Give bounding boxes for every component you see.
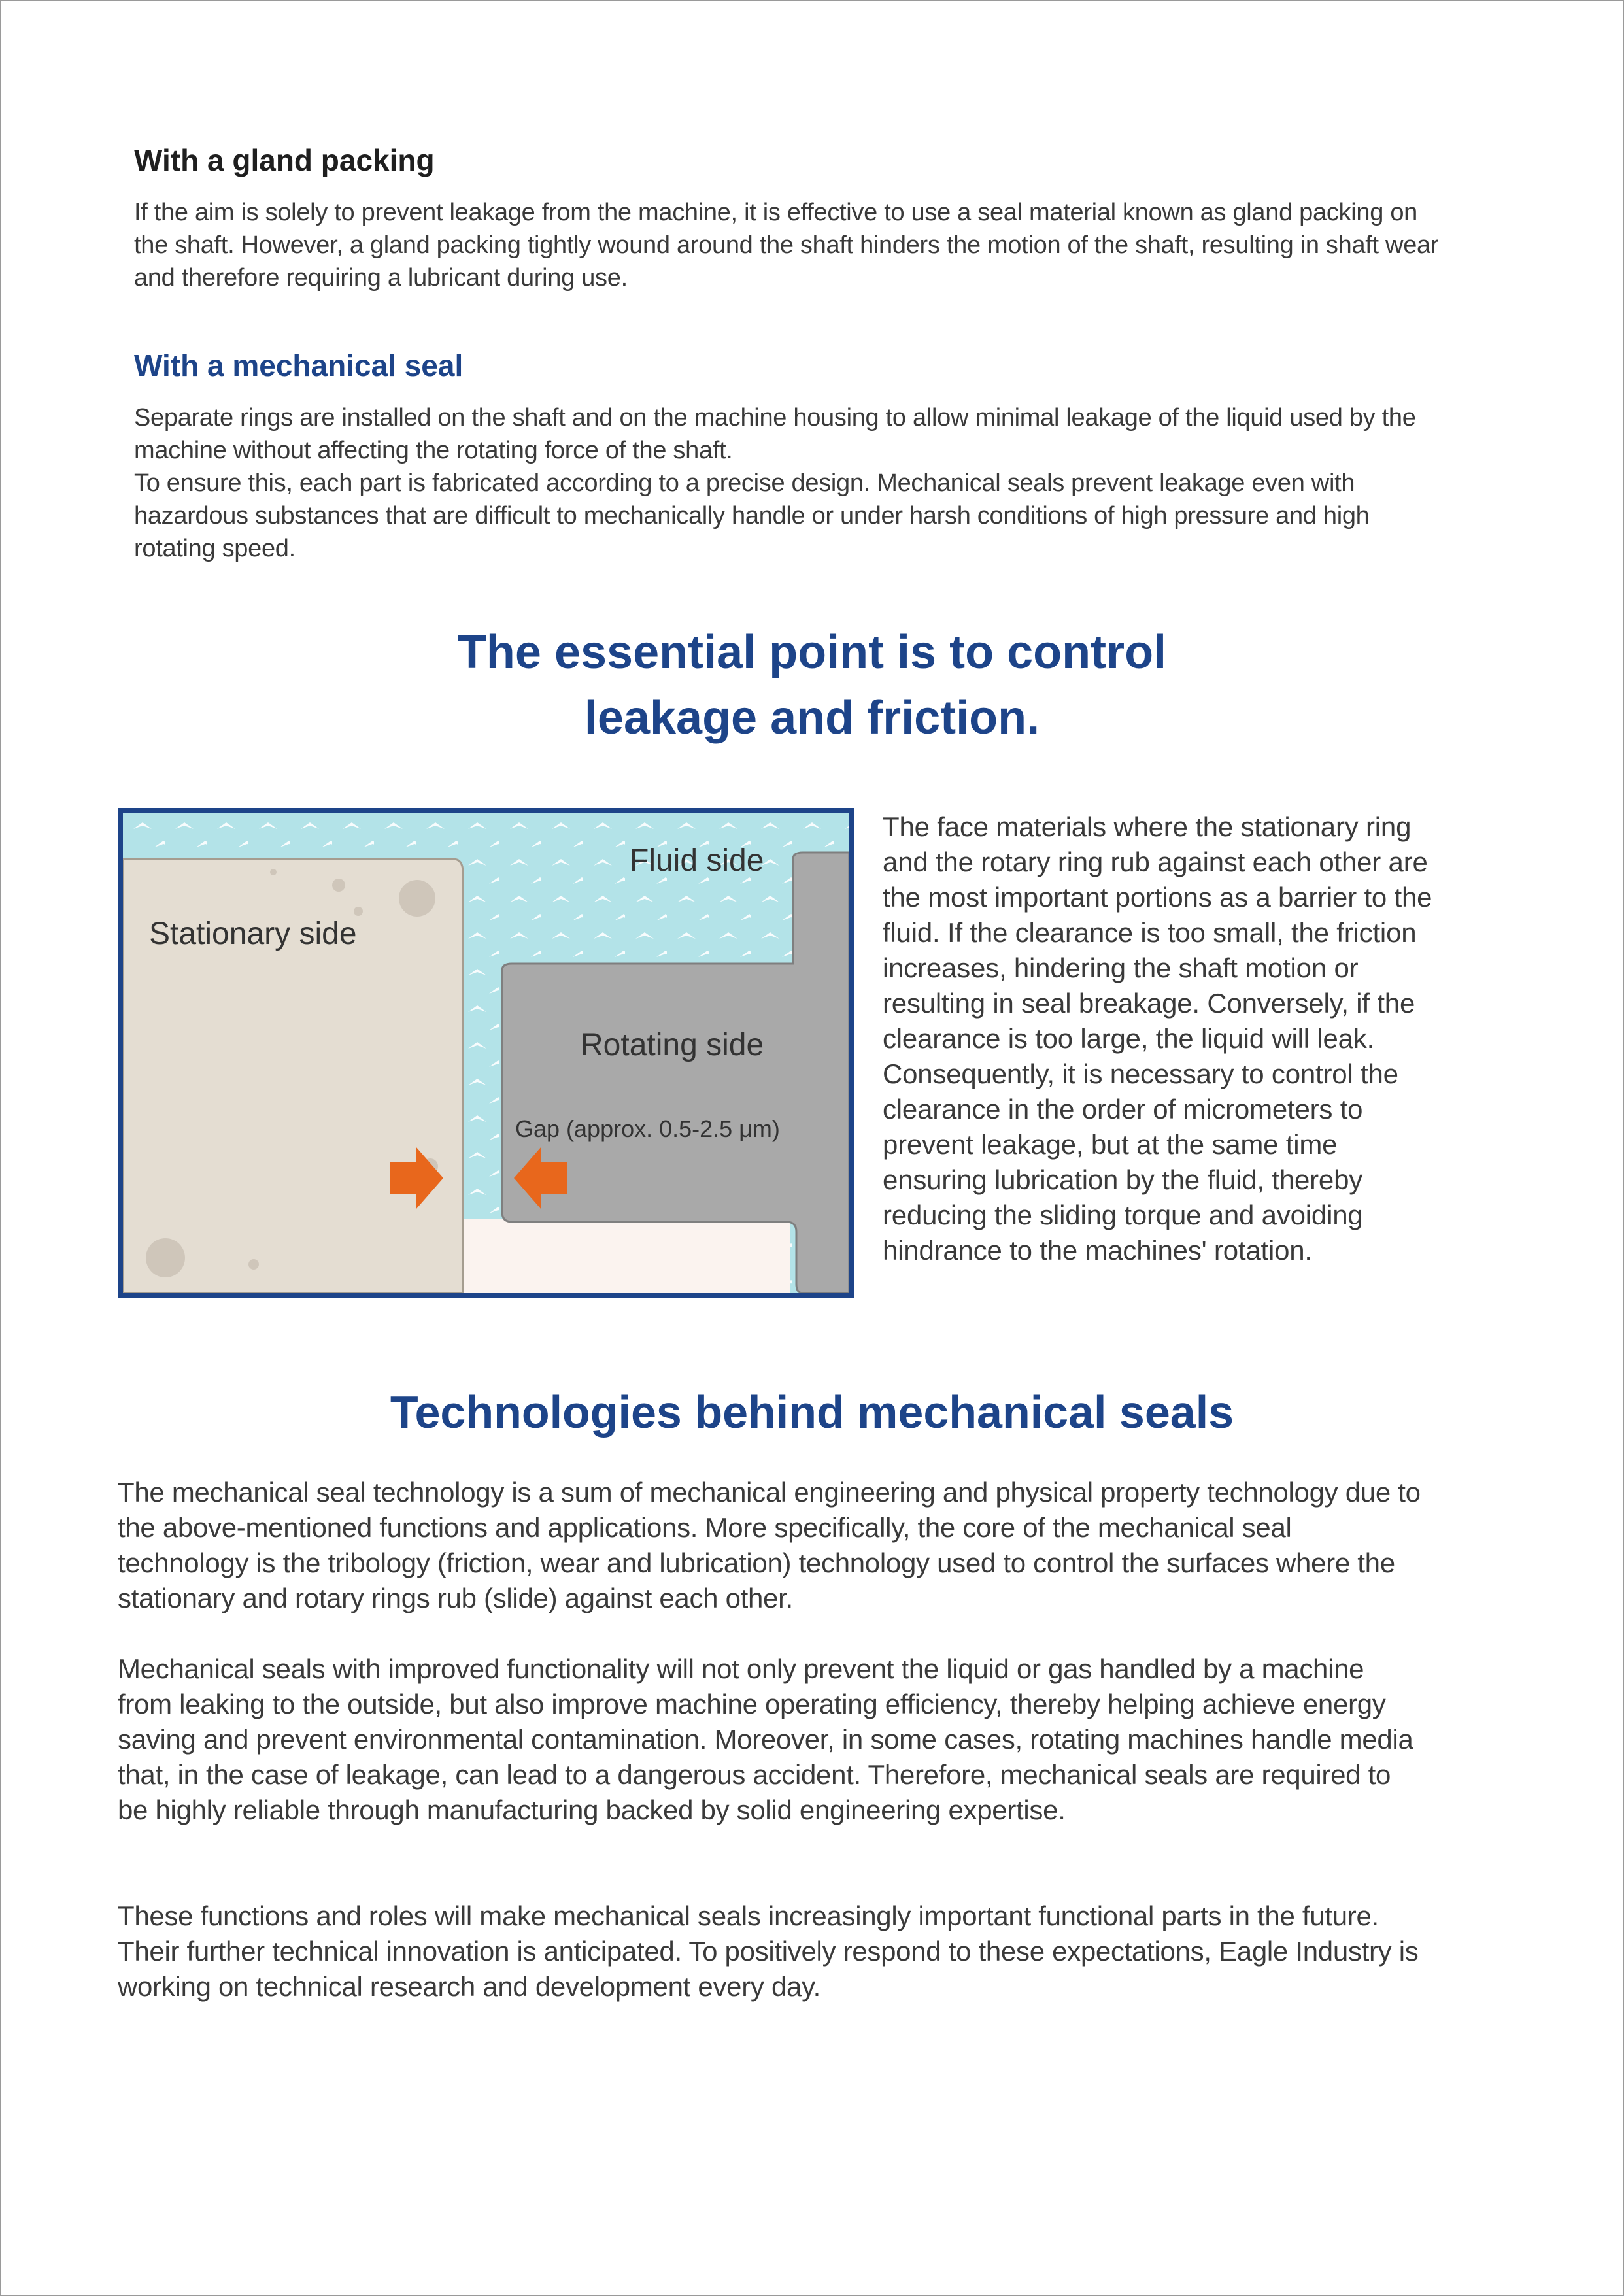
technologies-paragraph-1: The mechanical seal technology is a sum of mechanical engineering and physical property technology due to the above-mentioned functions and applications. More specifically, the core of the mechanical seal technology is the tribology (friction, wear and lubrication) technology used to control the surfaces where the stationary and rotary rings rub (slide) against each other. [118,1477,1421,1613]
rotating-side-label: Rotating side [581,1028,764,1062]
gland-packing-text [134,196,1442,294]
stationary-texture-dot [146,1238,185,1277]
mechanical-seal-text [134,401,1442,565]
seal-gap-illustration [123,813,849,1293]
gap-region [463,1219,790,1293]
essential-point-line-2: leakage and friction. [584,692,1040,744]
stationary-texture-dot [248,1259,259,1270]
technologies-paragraph-3: These functions and roles will make mechanical seals increasingly important functional parts in the future. Their further technical innovation is anticipated. To positively respond to these expectations, Eagle Industry is working on technical research and development every day. [118,1900,1419,2002]
face-materials-text: The face materials where the stationary ring and the rotary ring rub against each other are the most important portions as a barrier to the fluid. If the clearance is too small, the friction increases, hindering the shaft motion or resulting in seal breakage. Conversely, if the clearance is too large, the liquid will leak. Consequently, it is necessary to control the clearance in the order of micrometers to prevent leakage, but at the same time ensuring lubrication by the fluid, thereby reducing the sliding torque and avoiding hindrance to the machines' rotation. [883,811,1432,1266]
technologies-heading: Technologies behind mechanical seals [390,1387,1234,1438]
stationary-texture-dot [332,879,345,892]
stationary-side-label: Stationary side [149,917,357,951]
stationary-texture-dot [399,880,435,917]
gland-packing-paragraph: If the aim is solely to prevent leakage from the machine, it is effective to use a seal material known as gland packing on the shaft. However, a gland packing tightly wound around the shaft hinders the motion of the shaft, resulting in shaft wear and therefore requiring a lubricant during use. [134,199,1439,292]
fluid-side-label: Fluid side [630,843,764,878]
essential-point-line-1: The essential point is to control [457,626,1167,679]
mechanical-seal-paragraph-1: Separate rings are installed on the shaft and on the machine housing to allow minimal leakage of the liquid used by the machine without affecting the rotating force of the shaft. [134,404,1416,464]
stationary-texture-dot [354,907,363,916]
essential-point-headline [0,620,1624,751]
seal-gap-diagram [118,808,854,1298]
stationary-texture-dot [270,869,277,875]
mechanical-seal-paragraph-2: To ensure this, each part is fabricated according to a precise design. Mechanical seals prevent leakage even with hazardous substances that are difficult to mechanically handle or under harsh conditions of high pressure and high rotating speed. [134,469,1370,562]
gland-packing-heading: With a gland packing [134,143,435,177]
gap-label: Gap (approx. 0.5-2.5 μm) [515,1115,780,1142]
mechanical-seal-heading: With a mechanical seal [134,348,464,382]
technologies-paragraph-2: Mechanical seals with improved functionality will not only prevent the liquid or gas handled by a machine from leaking to the outside, but also improve machine operating efficiency, thereby helping achieve energy saving and prevent environmental contamination. Moreover, in some cases, rotating machines handle media that, in the case of leakage, can lead to a dangerous accident. Therefore, mechanical seals are required to be highly reliable through manufacturing backed by solid engineering expertise. [118,1653,1413,1825]
